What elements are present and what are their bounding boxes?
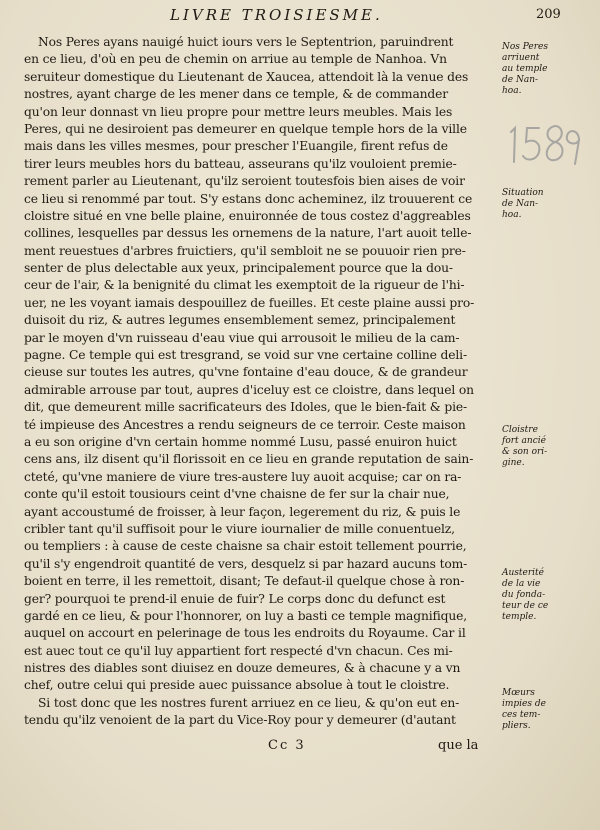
text-line: qu'on leur donnast vn lieu propre pour mettre leurs meubles. Mais les	[24, 104, 453, 119]
margin-note-line: Austerité	[502, 568, 544, 578]
text-line: mais dans les villes mesmes, pour prescher l'Euangile, firent refus de	[24, 139, 448, 154]
text-line: senter de plus delectable aux yeux, principalement pource que la dou-	[24, 261, 453, 276]
text-line: rement parler au Lieutenant, qu'ilz seroient toutesfois bien aises de voir	[24, 174, 465, 189]
text-line: Peres, qui ne desiroient pas demeurer en quelque temple hors de la ville	[24, 121, 467, 136]
text-line: a eu son origine d'vn certain homme nommé Lusu, passé enuiron huict	[24, 434, 457, 449]
margin-note-line: hoa.	[502, 210, 522, 220]
text-line: cloistre situé en vne belle plaine, enuironnée de tous costez d'aggreables	[24, 208, 471, 223]
text-line: cteté, qu'vne maniere de viure tres-austere luy auoit acquise; car on ra-	[24, 469, 462, 484]
margin-note	[502, 568, 598, 623]
text-line: té impieuse des Ancestres a rendu seigneurs de ce terroir. Ceste maison	[24, 417, 466, 432]
handwritten-annotation	[505, 118, 585, 170]
text-line: ger? pourquoi te prend-il enuie de fuir? Le corps donc du defunct est	[24, 591, 446, 606]
margin-note-line: pliers.	[502, 721, 531, 731]
running-title: LIVRE TROISIESME.	[170, 6, 383, 24]
margin-note-line: ces tem-	[502, 710, 541, 720]
margin-note-line: teur de ce	[502, 601, 549, 611]
signature-mark: Cc 3	[268, 738, 306, 753]
text-line: auquel on accourt en pelerinage de tous les endroits du Royaume. Car il	[24, 626, 466, 641]
margin-note-line: arriuent	[502, 53, 540, 63]
text-line: en ce lieu, d'où en peu de chemin on arriue au temple de Nanhoa. Vn	[24, 52, 447, 67]
margin-note-line: & son ori-	[502, 447, 548, 457]
text-line: dit, que demeurent mille sacrificateurs des Idoles, que le bien-fait & pie-	[24, 400, 467, 415]
margin-note-line: Situation	[502, 188, 544, 198]
margin-note-line: Nos Peres	[502, 42, 548, 52]
margin-note-line: de Nan-	[502, 75, 539, 85]
text-line: tendu qu'ilz venoient de la part du Vice-Roy pour y demeurer (d'autant	[24, 713, 456, 728]
text-line: nostres, ayant charge de les mener dans ce temple, & de commander	[24, 87, 448, 102]
margin-note	[502, 688, 598, 732]
text-line: ayant accoustumé de froisser, à leur façon, legerement du riz, & puis le	[24, 504, 461, 519]
text-line: tirer leurs meubles hors du batteau, asseurans qu'ilz vouloient premie-	[24, 156, 457, 171]
margin-note-line: gine.	[502, 458, 525, 468]
margin-note-line: impies de	[502, 699, 546, 709]
body-text	[24, 34, 498, 730]
text-line: collines, lesquelles par dessus les ornemens de la nature, l'art auoit telle-	[24, 226, 472, 241]
text-line: par le moyen d'vn ruisseau d'eau viue qui arrousoit le milieu de la cam-	[24, 330, 460, 345]
running-head	[0, 6, 600, 28]
margin-note-line: fort ancié	[502, 436, 546, 446]
text-line: gardé en ce lieu, & pour l'honnorer, on luy a basti ce temple magnifique,	[24, 608, 468, 623]
margin-note	[502, 188, 598, 221]
text-line: cens ans, ilz disent qu'il florissoit en ce lieu en grande reputation de sain-	[24, 452, 474, 467]
margin-note	[502, 425, 598, 469]
margin-note-line: de Nan-	[502, 199, 539, 209]
margin-note-line: hoa.	[502, 86, 522, 96]
page-number: 209	[536, 7, 561, 22]
text-line: cieuse sur toutes les autres, qu'vne fontaine d'eau douce, & de grandeur	[24, 365, 468, 380]
text-line: pagne. Ce temple qui est tresgrand, se void sur vne certaine colline deli-	[24, 348, 467, 363]
margin-note-line: Mœurs	[502, 688, 535, 698]
text-line: chef, outre celui qui preside auec puissance absolue à tout le cloistre.	[24, 678, 450, 693]
margin-note	[502, 42, 598, 97]
text-line: est auec tout ce qu'il luy appartient fort respecté d'vn chacun. Ces mi-	[24, 643, 453, 658]
text-line: ce lieu si renommé par tout. S'y estans donc acheminez, ilz trouuerent ce	[24, 191, 473, 206]
text-line: Si tost donc que les nostres furent arriuez en ce lieu, & qu'on eut en-	[38, 695, 460, 710]
catchword: que la	[438, 738, 479, 753]
page-footer	[0, 738, 600, 758]
text-line: ou templiers : à cause de ceste chaisne sa chair estoit tellement pourrie,	[24, 539, 467, 554]
margin-note-line: de la vie	[502, 579, 541, 589]
text-line: cribler tant qu'il suffisoit pour le viure iournalier de mille conuentuelz,	[24, 521, 455, 536]
text-line: duisoit du riz, & autres legumes ensemblement semez, principalement	[24, 313, 456, 328]
text-line: nistres des diables sont diuisez en douze demeures, & à chacune y a vn	[24, 661, 461, 676]
text-line: ment reuestues d'arbres fruictiers, qu'il sembloit ne se pouuoir rien pre-	[24, 243, 466, 258]
text-line: qu'il s'y engendroit quantité de vers, desquelz si par hazard aucuns tom-	[24, 556, 468, 571]
text-line: conte qu'il estoit tousiours ceint d'vne chaisne de fer sur la chair nue,	[24, 487, 450, 502]
text-line: boient en terre, il les remettoit, disant; Te defaut-il quelque chose à ron-	[24, 574, 465, 589]
handwritten-numeral-1589	[511, 126, 579, 164]
text-line: ceur de l'air, & la benignité du climat les exemptoit de la rigueur de l'hi-	[24, 278, 465, 293]
text-line: Nos Peres ayans nauigé huict iours vers le Septentrion, paruindrent	[38, 35, 454, 49]
text-line: seruiteur domestique du Lieutenant de Xaucea, attendoit là la venue des	[24, 69, 469, 84]
text-line: admirable arrouse par tout, aupres d'iceluy est ce cloistre, dans lequel on	[24, 382, 474, 397]
margin-note-line: au temple	[502, 64, 548, 74]
margin-note-line: temple.	[502, 612, 537, 622]
margin-note-line: Cloistre	[502, 425, 538, 435]
margin-note-line: du fonda-	[502, 590, 546, 600]
text-line: uer, ne les voyant iamais despouillez de fueilles. Et ceste plaine aussi pro-	[24, 295, 475, 310]
